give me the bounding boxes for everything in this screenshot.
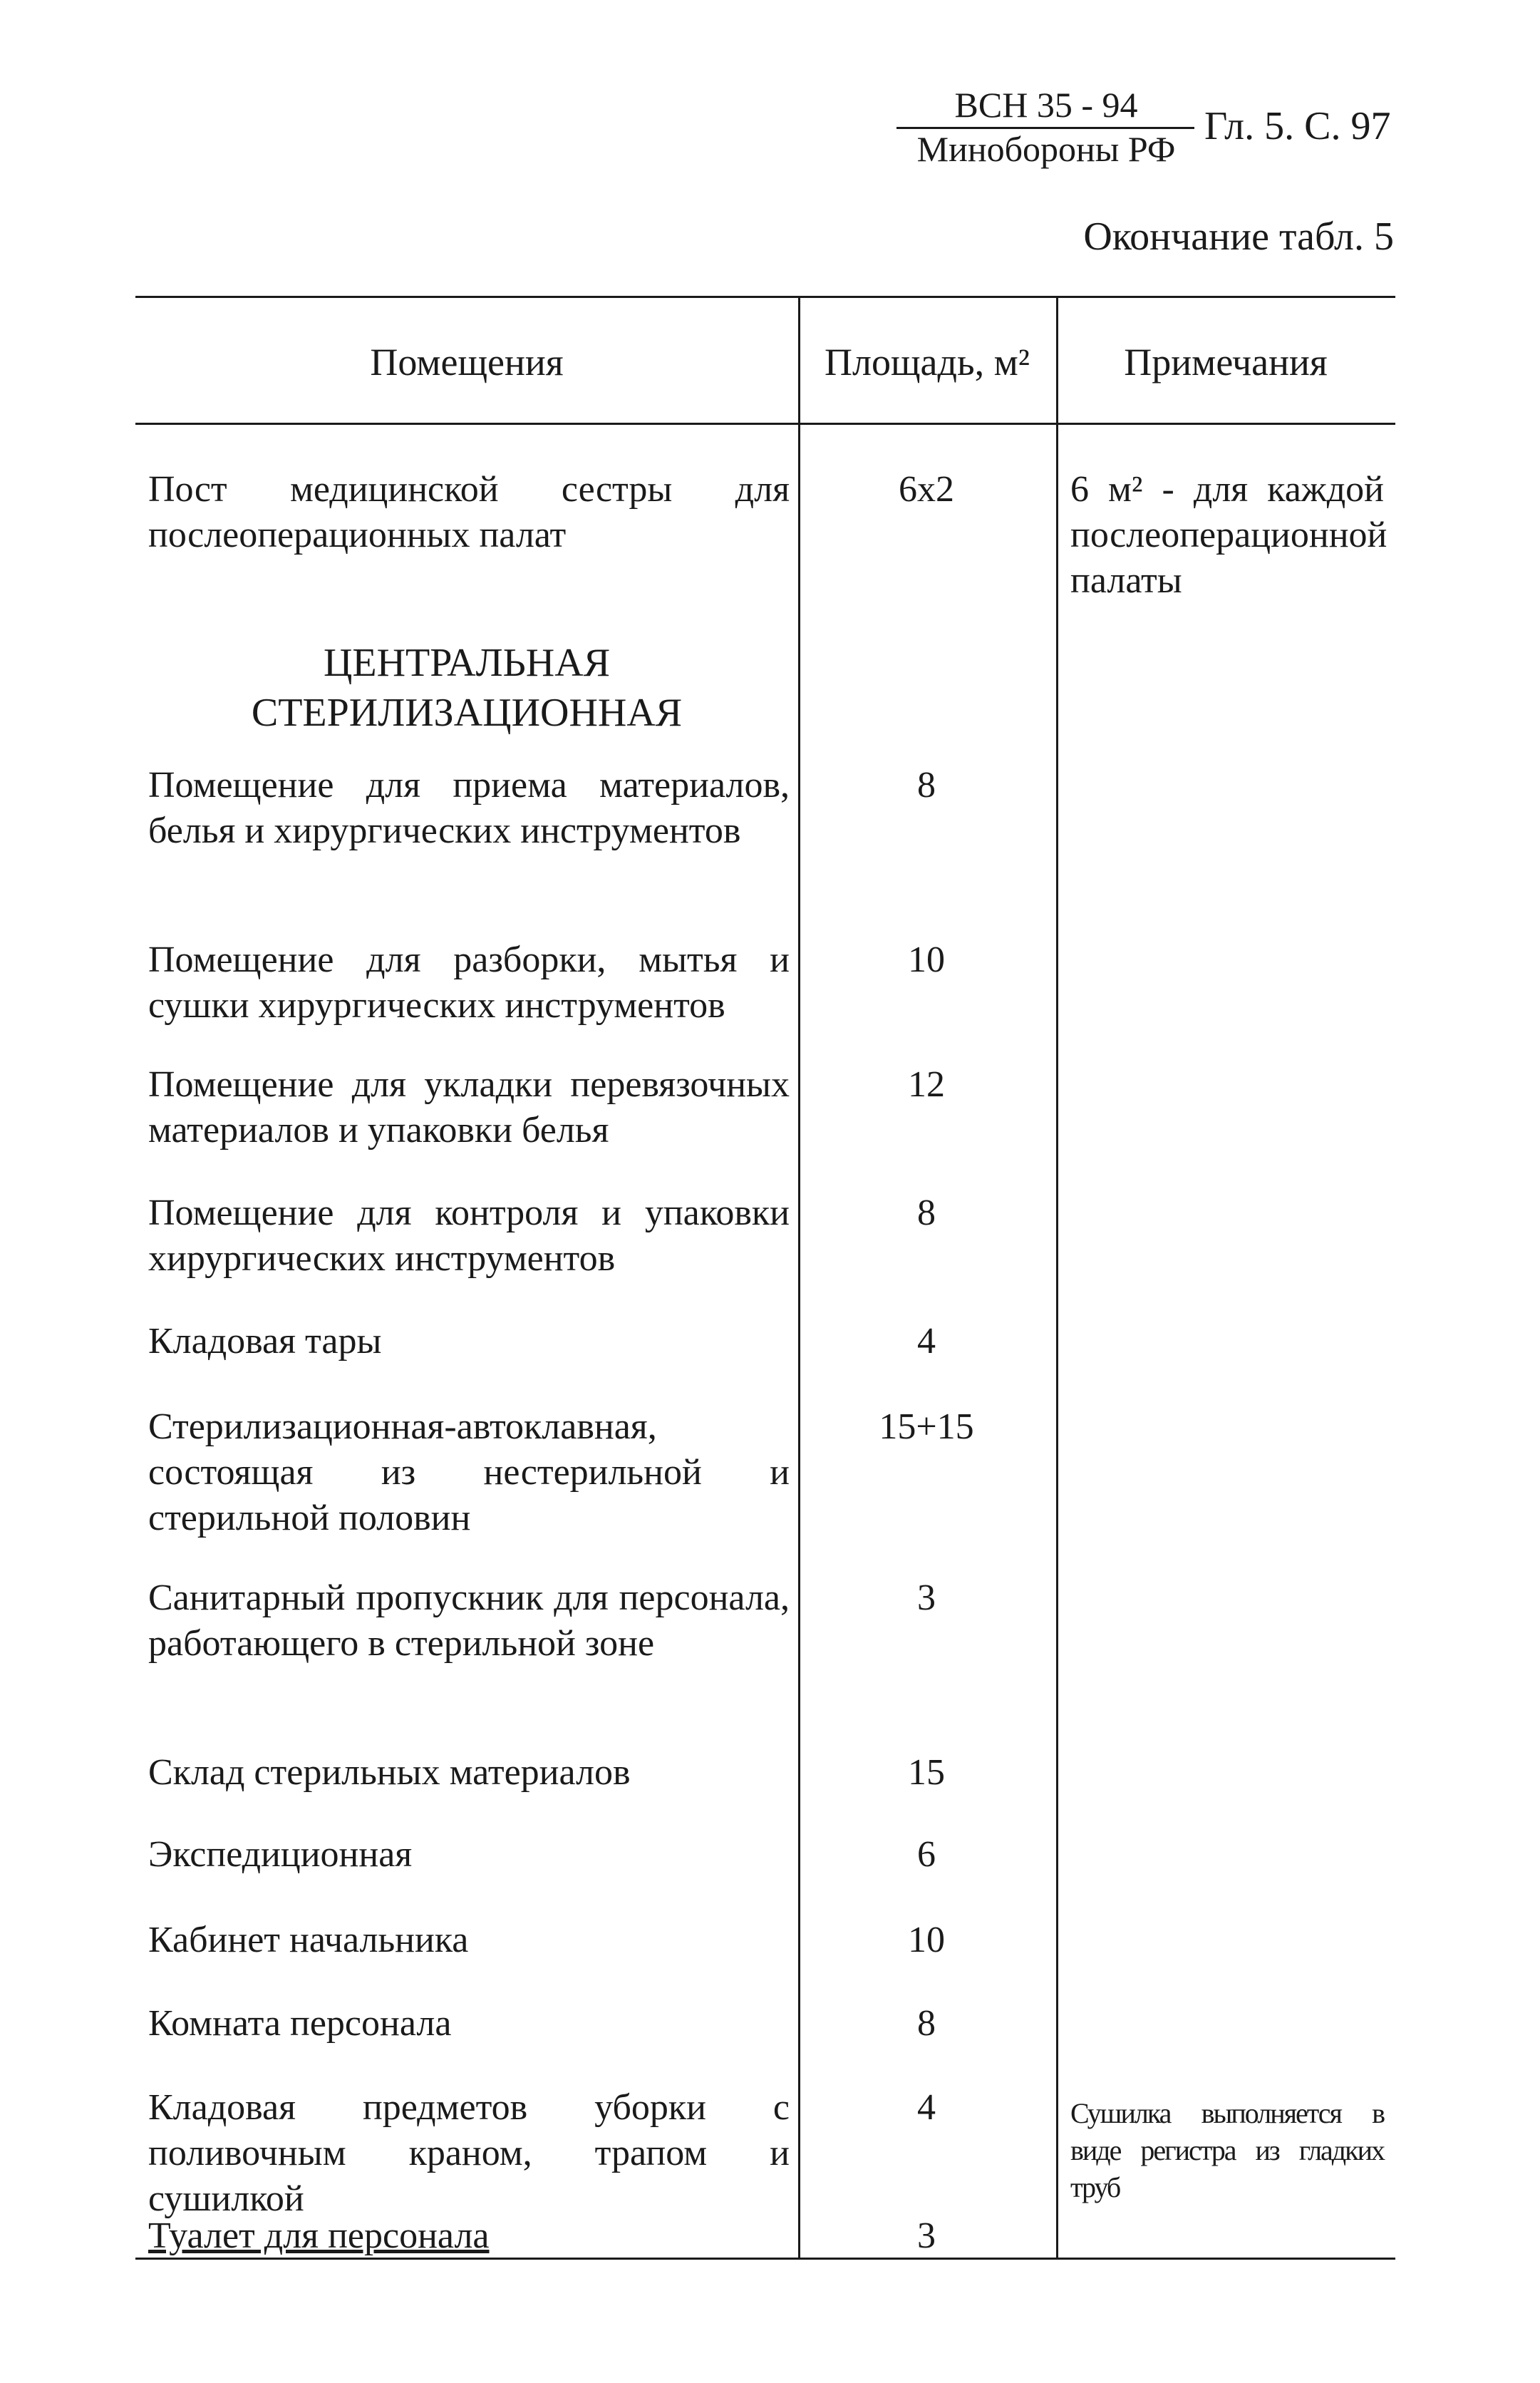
room-area: 15+15	[879, 1406, 974, 1447]
rooms-table	[135, 296, 1395, 2260]
room-name: Санитарный пропускник для персонала, работающего в стерильной зоне	[148, 1577, 790, 1664]
room-area: 10	[908, 940, 945, 980]
room-area: 8	[917, 1193, 936, 1233]
table-top-rule	[135, 296, 1395, 298]
room-name: Помещение для укладки перевязочных материалов и упаковки белья	[148, 1064, 790, 1151]
column-header-notes: Примечания	[1124, 341, 1328, 384]
room-area: 12	[908, 1064, 945, 1105]
column-header-rooms: Помещения	[370, 341, 564, 384]
room-name: Помещение для разборки, мытья и сушки хирургических инструментов	[148, 940, 790, 1026]
room-area: 8	[917, 2003, 936, 2044]
room-area: 6x2	[899, 469, 954, 510]
column-divider-1	[798, 296, 800, 2260]
room-name: Экспедиционная	[148, 1834, 413, 1875]
section-heading: ЦЕНТРАЛЬНАЯ СТЕРИЛИЗАЦИОННАЯ	[251, 641, 683, 735]
room-area: 3	[917, 2215, 936, 2256]
room-name: Туалет для персонала	[148, 2215, 490, 2256]
room-area: 4	[917, 2087, 936, 2128]
document-header-code: ВСН 35 - 94	[954, 85, 1138, 125]
room-area: 10	[908, 1920, 945, 1960]
room-name: Кладовая предметов уборки с поливочным краном, трапом и сушилкой	[148, 2087, 790, 2219]
room-area: 15	[908, 1752, 945, 1793]
column-divider-2	[1056, 296, 1058, 2260]
room-name: Комната персонала	[148, 2003, 452, 2044]
document-header-org: Минобороны РФ	[916, 129, 1176, 169]
table-header-rule	[135, 423, 1395, 425]
room-name: Стерилизационная-автоклавная, состоящая из нестерильной и стерильной половин	[148, 1406, 790, 1538]
page-reference: Гл. 5. С. 97	[1204, 104, 1391, 148]
room-name: Помещение для контроля и упаковки хирургических инструментов	[148, 1193, 790, 1279]
room-name: Кабинет начальника	[148, 1920, 469, 1960]
room-note: 6 м² - для каждой послеоперационной палаты	[1070, 469, 1387, 601]
table-continuation-note: Окончание табл. 5	[1083, 215, 1394, 259]
room-name: Пост медицинской сестры для послеоперационных палат	[148, 469, 790, 555]
room-area: 8	[917, 765, 936, 806]
room-area: 3	[917, 1577, 936, 1618]
room-note: Сушилка выполняется в виде регистра из гладких труб	[1070, 2097, 1384, 2203]
room-area: 6	[917, 1834, 936, 1875]
room-name: Помещение для приема материалов, белья и хирургических инструментов	[148, 765, 790, 851]
column-header-area: Площадь, м²	[825, 341, 1030, 384]
room-name: Кладовая тары	[148, 1321, 382, 1362]
room-name: Склад стерильных материалов	[148, 1752, 631, 1793]
room-area: 4	[917, 1321, 936, 1362]
